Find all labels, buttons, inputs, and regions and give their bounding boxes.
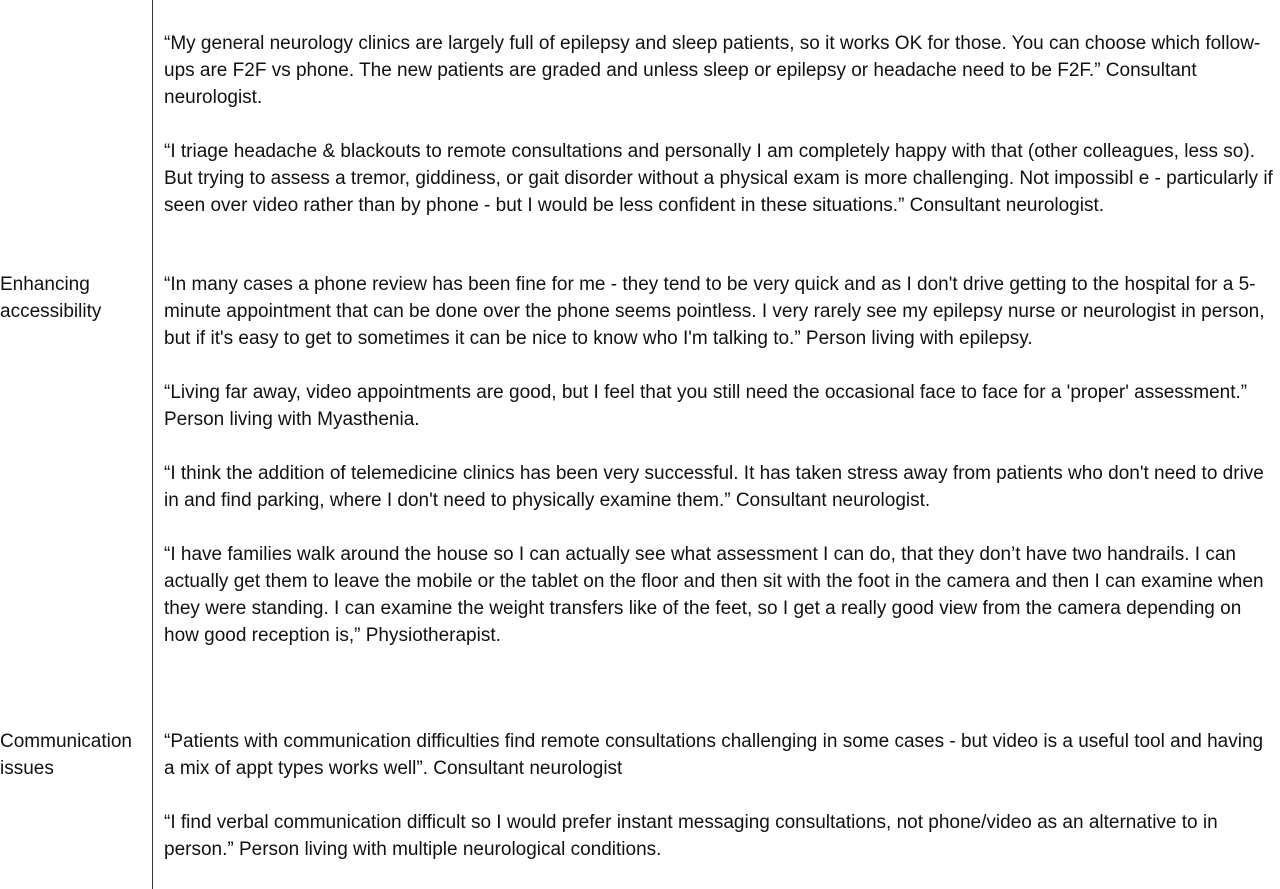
quote-cell	[164, 728, 1278, 863]
quote-text: “Patients with communication difficulties find remote consultations challenging in some cases - but video is a useful tool and having a mix of appt types works well”. Consultant neurologist	[164, 731, 1264, 779]
theme-label: Communication issues	[0, 731, 132, 779]
theme-label: Enhancing accessibility	[0, 274, 102, 322]
quote-text: “In many cases a phone review has been fine for me - they tend to be very quick and as I don't drive getting to the hospital for a 5-minute appointment that can be done over the phone seems pointless. I very rarely see my epilepsy nurse or neurologist in person, but if it's easy to get to sometimes it can be nice to know who I'm talking to.” Person living with epilepsy.	[164, 274, 1265, 349]
quote-text: “I think the addition of telemedicine clinics has been very successful. It has taken stress away from patients who don't need to drive in and find parking, where I don't need to physically examine them.” Consultant neurologist.	[164, 463, 1264, 511]
column-divider	[152, 0, 153, 889]
quote-text: “I have families walk around the house so I can actually see what assessment I can do, that they don’t have two handrails. I can actually get them to leave the mobile or the tablet on the floor and then sit with the foot in the camera and then I can examine when they were standing. I can examine the weight transfers like of the feet, so I get a really good view from the camera depending on how good reception is,” Physiotherapist.	[164, 544, 1264, 646]
quote-text: “I find verbal communication difficult so I would prefer instant messaging consultations, not phone/video as an alternative to in person.” Person living with multiple neurological conditions.	[164, 812, 1218, 860]
quote-cell	[164, 30, 1278, 219]
quote-text: “My general neurology clinics are largely full of epilepsy and sleep patients, so it works OK for those. You can choose which follow-ups are F2F vs phone. The new patients are graded and unless sleep or epilepsy or headache need to be F2F.” Consultant neurologist.	[164, 33, 1261, 108]
quote-text: “I triage headache & blackouts to remote consultations and personally I am completely happy with that (other colleagues, less so). But trying to assess a tremor, giddiness, or gait disorder without a physical exam is more challenging. Not impossibl e - particularly if seen over video rather than by phone - but I would be less confident in these situations.” Consultant neurologist.	[164, 141, 1273, 216]
quote-text: “Living far away, video appointments are good, but I feel that you still need the occasional face to face for a 'proper' assessment.” Person living with Myasthenia.	[164, 382, 1248, 430]
quote-cell	[164, 271, 1278, 649]
